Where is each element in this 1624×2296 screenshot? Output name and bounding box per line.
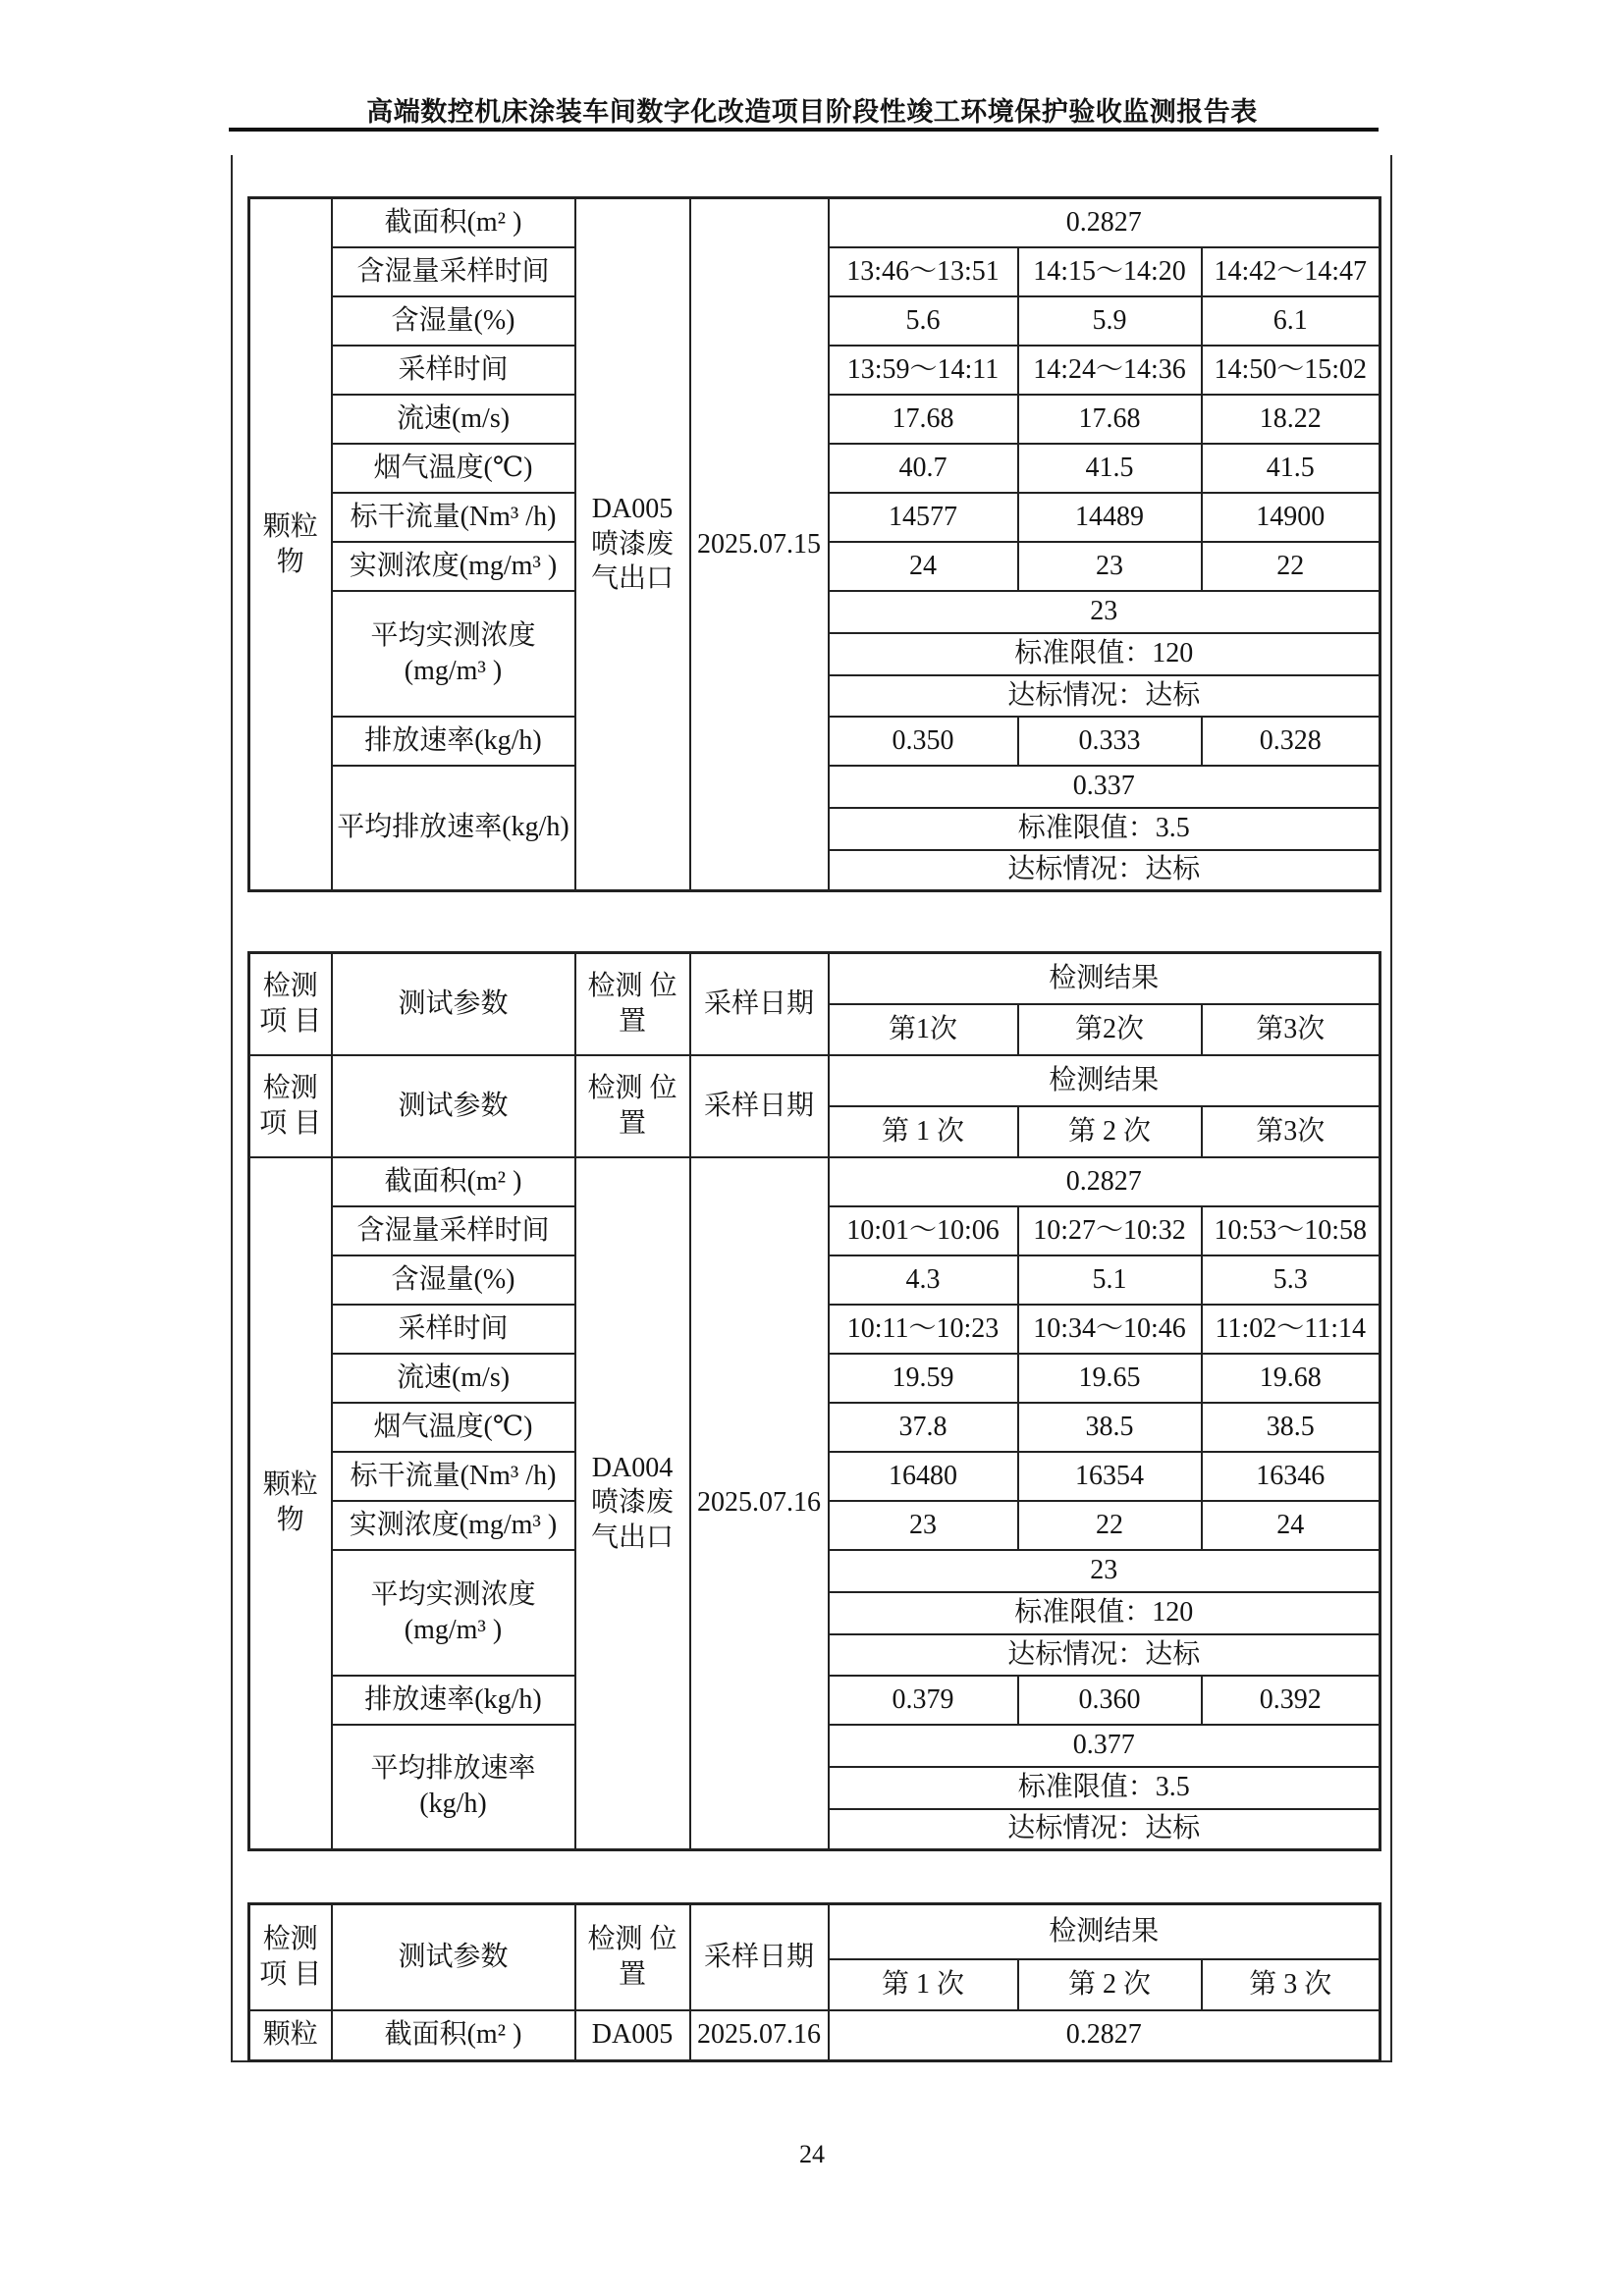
monitoring-table-da004-2025-07-16 [247,951,1381,1851]
param-cell: 烟气温度(℃) [332,444,575,493]
location-cell [575,198,690,891]
text-line: 检测 [262,970,318,1001]
header-param-cell: 测试参数 [332,953,575,1055]
param-cell: 烟气温度(℃) [332,1403,575,1452]
value-cell: 22 [1018,1501,1202,1550]
value-cell: 14:50～15:02 [1202,346,1380,395]
item-cell [249,2010,332,2061]
text-line: 平均实测浓度 [370,619,536,651]
header-date-cell: 采样日期 [690,1055,829,1157]
header-run-cell: 第 2 次 [1018,1106,1202,1157]
location-cell [575,2010,690,2061]
text-line: (kg/h) [419,1789,487,1820]
param-cell: 采样时间 [332,1305,575,1354]
value-cell: 0.350 [829,717,1018,766]
merged-value-cell: 0.2827 [829,1157,1380,1206]
header-item-cell [249,953,332,1055]
value-cell: 16354 [1018,1452,1202,1501]
header-rule [229,128,1379,132]
param-cell: 排放速率(kg/h) [332,717,575,766]
text-line: 喷漆废 [590,528,674,560]
value-cell: 10:34～10:46 [1018,1305,1202,1354]
value-cell: 4.3 [829,1255,1018,1305]
header-run-cell: 第2次 [1018,1004,1202,1055]
value-cell: 41.5 [1018,444,1202,493]
param-cell: 截面积(m² ) [332,198,575,247]
value-cell: 13:59～14:11 [829,346,1018,395]
param-cell: 实测浓度(mg/m³ ) [332,542,575,591]
sub-value-cell: 标准限值：120 [829,633,1380,675]
param-cell: 流速(m/s) [332,395,575,444]
param-cell: 截面积(m² ) [332,2010,575,2061]
param-cell: 含湿量(%) [332,1255,575,1305]
sub-value-cell: 达标情况：达标 [829,675,1380,717]
value-cell: 5.1 [1018,1255,1202,1305]
value-cell: 0.360 [1018,1676,1202,1725]
item-cell [249,1157,332,1850]
text-line: 喷漆废 [590,1487,674,1519]
param-cell: 采样时间 [332,346,575,395]
text-line: 项 目 [259,1107,322,1139]
text-line: 检测 位 [587,1923,677,1954]
header-item-cell [249,1904,332,2010]
value-cell: 23 [1018,542,1202,591]
header-date-cell: 采样日期 [690,1904,829,2010]
param-cell: 含湿量(%) [332,296,575,346]
value-cell: 23 [829,1501,1018,1550]
page-number: 24 [799,2140,825,2168]
value-cell: 22 [1202,542,1380,591]
date-cell: 2025.07.16 [690,1157,829,1850]
param-cell [332,766,575,891]
header-param-cell: 测试参数 [332,1904,575,2010]
text-line: 置 [618,1107,646,1139]
sub-value-cell: 标准限值：3.5 [829,808,1380,850]
merged-value-cell: 0.2827 [829,198,1380,247]
document-title: 高端数控机床涂装车间数字化改造项目阶段性竣工环境保护验收监测报告表 [366,97,1258,127]
param-cell: 含湿量采样时间 [332,247,575,296]
value-cell: 38.5 [1202,1403,1380,1452]
value-cell: 14:42～14:47 [1202,247,1380,296]
text-line: (mg/m³ ) [404,1614,503,1645]
param-cell: 截面积(m² ) [332,1157,575,1206]
header-location-cell [575,1055,690,1157]
sub-value-cell: 标准限值：120 [829,1592,1380,1634]
value-cell: 10:27～10:32 [1018,1206,1202,1255]
sub-value-cell: 0.337 [829,766,1380,808]
header-location-cell [575,953,690,1055]
value-cell: 14489 [1018,493,1202,542]
text-line: 物 [276,1505,304,1536]
header-result-cell: 检测结果 [829,1904,1380,1959]
value-cell: 14:24～14:36 [1018,346,1202,395]
value-cell: 0.379 [829,1676,1018,1725]
value-cell: 5.3 [1202,1255,1380,1305]
value-cell: 0.328 [1202,717,1380,766]
value-cell: 19.68 [1202,1354,1380,1403]
param-cell [332,1725,575,1850]
value-cell: 14:15～14:20 [1018,247,1202,296]
value-cell: 37.8 [829,1403,1018,1452]
text-line: (mg/m³ ) [404,655,503,686]
header-location-cell [575,1904,690,2010]
header-run-cell: 第 2 次 [1018,1959,1202,2010]
value-cell: 16346 [1202,1452,1380,1501]
value-cell: 14577 [829,493,1018,542]
header-run-cell: 第 3 次 [1202,1959,1380,2010]
text-line: 平均实测浓度 [370,1578,536,1610]
header-item-cell [249,1055,332,1157]
text-line: 气出口 [590,563,674,595]
text-line: 平均排放速率(kg/h) [337,812,569,843]
merged-value-cell: 0.2827 [829,2010,1380,2061]
param-cell: 实测浓度(mg/m³ ) [332,1501,575,1550]
text-line: 项 目 [259,1005,322,1037]
monitoring-table-da005-2025-07-15 [247,196,1381,892]
text-line: 检测 [262,1072,318,1103]
param-cell: 标干流量(Nm³ /h) [332,493,575,542]
value-cell: 5.6 [829,296,1018,346]
value-cell: 40.7 [829,444,1018,493]
value-cell: 17.68 [829,395,1018,444]
text-line: 气出口 [590,1522,674,1554]
sub-value-cell: 达标情况：达标 [829,850,1380,891]
sub-value-cell: 达标情况：达标 [829,1809,1380,1850]
text-line: DA005 [591,493,674,524]
value-cell: 6.1 [1202,296,1380,346]
header-run-cell: 第1次 [829,1004,1018,1055]
header-run-cell: 第3次 [1202,1106,1380,1157]
value-cell: 41.5 [1202,444,1380,493]
value-cell: 18.22 [1202,395,1380,444]
header-run-cell: 第 1 次 [829,1959,1018,2010]
header-run-cell: 第 1 次 [829,1106,1018,1157]
param-cell: 排放速率(kg/h) [332,1676,575,1725]
value-cell: 10:11～10:23 [829,1305,1018,1354]
text-line: 颗粒 [262,510,318,542]
header-result-cell: 检测结果 [829,1055,1380,1106]
header-param-cell: 测试参数 [332,1055,575,1157]
text-line: 检测 位 [587,1072,677,1103]
value-cell: 11:02～11:14 [1202,1305,1380,1354]
value-cell: 17.68 [1018,395,1202,444]
value-cell: 10:01～10:06 [829,1206,1018,1255]
text-line: DA004 [591,1452,674,1483]
header-run-cell: 第3次 [1202,1004,1380,1055]
text-line: 检测 [262,1923,318,1954]
value-cell: 14900 [1202,493,1380,542]
sub-value-cell: 达标情况：达标 [829,1634,1380,1676]
date-cell: 2025.07.15 [690,198,829,891]
value-cell: 24 [1202,1501,1380,1550]
param-cell: 流速(m/s) [332,1354,575,1403]
date-cell: 2025.07.16 [690,2010,829,2061]
text-line: 颗粒 [262,2019,318,2051]
value-cell: 19.59 [829,1354,1018,1403]
text-line: 项 目 [259,1958,322,1990]
sub-value-cell: 23 [829,591,1380,633]
sub-value-cell: 23 [829,1550,1380,1592]
value-cell: 10:53～10:58 [1202,1206,1380,1255]
value-cell: 5.9 [1018,296,1202,346]
text-line: 置 [618,1005,646,1037]
sub-value-cell: 标准限值：3.5 [829,1767,1380,1809]
header-result-cell: 检测结果 [829,953,1380,1004]
text-line: 平均排放速率 [370,1753,536,1785]
param-cell [332,1550,575,1676]
text-line: DA005 [591,2019,674,2051]
value-cell: 38.5 [1018,1403,1202,1452]
sub-value-cell: 0.377 [829,1725,1380,1767]
text-line: 物 [276,546,304,577]
value-cell: 13:46～13:51 [829,247,1018,296]
location-cell [575,1157,690,1850]
item-cell [249,198,332,891]
param-cell: 含湿量采样时间 [332,1206,575,1255]
text-line: 置 [618,1958,646,1990]
monitoring-table-da005-2025-07-16 [247,1902,1381,2062]
text-line: 检测 位 [587,970,677,1001]
value-cell: 0.333 [1018,717,1202,766]
text-line: 颗粒 [262,1469,318,1501]
value-cell: 19.65 [1018,1354,1202,1403]
param-cell [332,591,575,717]
param-cell: 标干流量(Nm³ /h) [332,1452,575,1501]
value-cell: 0.392 [1202,1676,1380,1725]
header-date-cell: 采样日期 [690,953,829,1055]
value-cell: 16480 [829,1452,1018,1501]
value-cell: 24 [829,542,1018,591]
